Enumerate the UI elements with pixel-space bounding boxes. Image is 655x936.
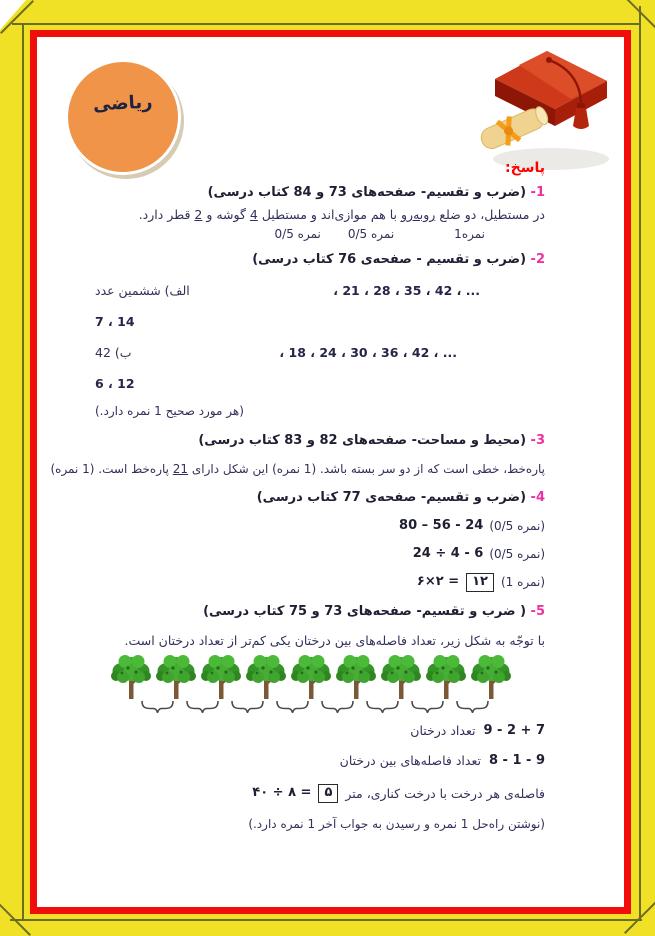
- tree-count-line: [410, 723, 545, 739]
- underlined-word: روبه‌رو: [401, 207, 436, 222]
- mark-item: 0/5 نمره: [347, 227, 395, 241]
- tree-icon: [109, 653, 153, 700]
- boxed-answer: ۱۲: [466, 573, 494, 592]
- section-3-body: [50, 462, 545, 477]
- section-1-body-text: قطر دارد.: [138, 207, 195, 222]
- mark-note: (0/5 نمره): [489, 518, 545, 533]
- number-sequence-a: ، 21 ، 28 ، 35 ، 42 ، ...: [333, 283, 480, 298]
- section-3-body-text: پاره‌خط، خطی است که از دو سر بسته باشد. (1 نمره) این شکل دارای: [188, 462, 545, 476]
- brace-icon: [411, 700, 444, 713]
- boxed-answer: ۵: [318, 784, 338, 803]
- section-2-scoring-note: (هر مورد صحیح 1 نمره دارد.): [95, 404, 244, 418]
- brace-icon: [231, 700, 264, 713]
- brace-icon: [456, 700, 489, 713]
- gap-count-label: تعداد فاصله‌های بین درختان: [339, 753, 481, 769]
- underlined-number: 21: [172, 462, 189, 476]
- mark-note: (1 نمره): [500, 574, 545, 589]
- tree-icon: [289, 653, 333, 700]
- answer-label-a: الف) ششمین عدد: [95, 283, 190, 298]
- tree-icon: [334, 653, 378, 700]
- section-4-title: (ضرب و تقسیم- صفحه‌ی 77 کتاب درسی): [256, 490, 527, 505]
- equation: 24 ÷ 4 - 6: [412, 546, 484, 561]
- tree-icon: [244, 653, 288, 700]
- brace-icon: [141, 700, 174, 713]
- section-2-title: (ضرب و تقسیم - صفحه‌ی 76 کتاب درسی): [252, 252, 527, 267]
- number-sequence-b: ، 18 ، 24 ، 30 ، 36 ، 42 ، ...: [279, 345, 457, 360]
- worksheet-content: [37, 37, 624, 907]
- section-1-body-text: گوشه و: [202, 207, 250, 222]
- equation-line-2: [413, 546, 545, 562]
- tree-icon: [424, 653, 468, 700]
- equation: 80 – 56 - 24: [399, 518, 484, 533]
- section-1-marks-row: [275, 227, 485, 241]
- subject-badge: [65, 59, 181, 175]
- frame-line-bottom: [10, 919, 642, 921]
- gap-count-equation: 8 - 1 - 9: [488, 753, 545, 768]
- tree-row-figure: [109, 653, 514, 700]
- section-1-title: (ضرب و تقسیم- صفحه‌های 73 و 84 کتاب درسی): [207, 185, 527, 200]
- distance-label: فاصله‌ی هر درخت با درخت کناری، متر: [345, 785, 545, 801]
- section-3-number: 3-: [530, 433, 545, 448]
- brace-icon: [321, 700, 354, 713]
- brace-icon: [276, 700, 309, 713]
- section-5-number: 5-: [530, 604, 545, 619]
- tree-icon: [469, 653, 513, 700]
- brace-row-figure: [141, 700, 489, 713]
- section-1-number: 1-: [530, 185, 545, 200]
- section-3-title: (محیط و مساحت- صفحه‌های 82 و 83 کتاب درسی): [198, 433, 527, 448]
- sequence-b-continuation: 6 ، 12: [95, 376, 135, 391]
- section-4-heading: [257, 490, 545, 506]
- answer-label: پاسخ:: [505, 160, 545, 176]
- equation-line-1: [399, 518, 545, 534]
- mark-item: 0/5 نمره: [274, 227, 321, 241]
- equation-line-3: [417, 573, 545, 592]
- section-5-heading: [203, 604, 545, 620]
- section-4-number: 4-: [530, 490, 545, 505]
- brace-icon: [186, 700, 219, 713]
- graduation-cap-icon: [467, 43, 629, 177]
- section-3-heading: [198, 433, 545, 449]
- worksheet-page: [30, 30, 631, 914]
- section-5-title: ( ضرب و تقسیم- صفحه‌های 73 و 75 کتاب درسی): [203, 604, 527, 619]
- frame-line-top: [12, 23, 640, 25]
- tree-count-equation: 9 - 2 + 7: [483, 723, 545, 738]
- tree-count-label: تعداد درختان: [410, 723, 476, 739]
- mark-note: (0/5 نمره): [489, 546, 545, 561]
- section-1-body-text: با هم موازی‌اند و مستطیل: [257, 207, 402, 222]
- tree-icon: [199, 653, 243, 700]
- section-5-scoring-note: (نوشتن راه‌حل 1 نمره و رسیدن به جواب آخر 1 نمره دارد.): [248, 817, 545, 831]
- section-3-body-text: پاره‌خط است. (1 نمره): [50, 462, 173, 476]
- section-1-heading: [208, 185, 545, 201]
- frame-line-right: [639, 6, 641, 921]
- tree-icon: [154, 653, 198, 700]
- section-5-body: با توجّه به شکل زیر، تعداد فاصله‌های بین درختان یکی کم‌تر از تعداد درختان است.: [124, 633, 545, 648]
- section-2-heading: [252, 252, 545, 268]
- section-1-body-text: در مستطیل، دو ضلع: [435, 207, 545, 222]
- equation: ۶×۲ =: [416, 574, 460, 590]
- section-1-body: [139, 207, 545, 223]
- section-2-number: 2-: [530, 252, 545, 267]
- frame-line-left: [22, 23, 24, 920]
- distance-line: [252, 784, 545, 803]
- underlined-number: 2: [194, 207, 203, 222]
- sequence-a-continuation: 7 ، 14: [95, 314, 135, 329]
- distance-equation: ۴۰ ÷ ۸ =: [252, 785, 312, 801]
- answer-label-b: ب) 42: [95, 345, 132, 360]
- subject-badge-label: ریاضی: [92, 90, 154, 116]
- underlined-number: 4: [249, 207, 258, 222]
- gap-count-line: [340, 753, 545, 769]
- brace-icon: [366, 700, 399, 713]
- mark-item: 1نمره: [454, 227, 485, 241]
- tree-icon: [379, 653, 423, 700]
